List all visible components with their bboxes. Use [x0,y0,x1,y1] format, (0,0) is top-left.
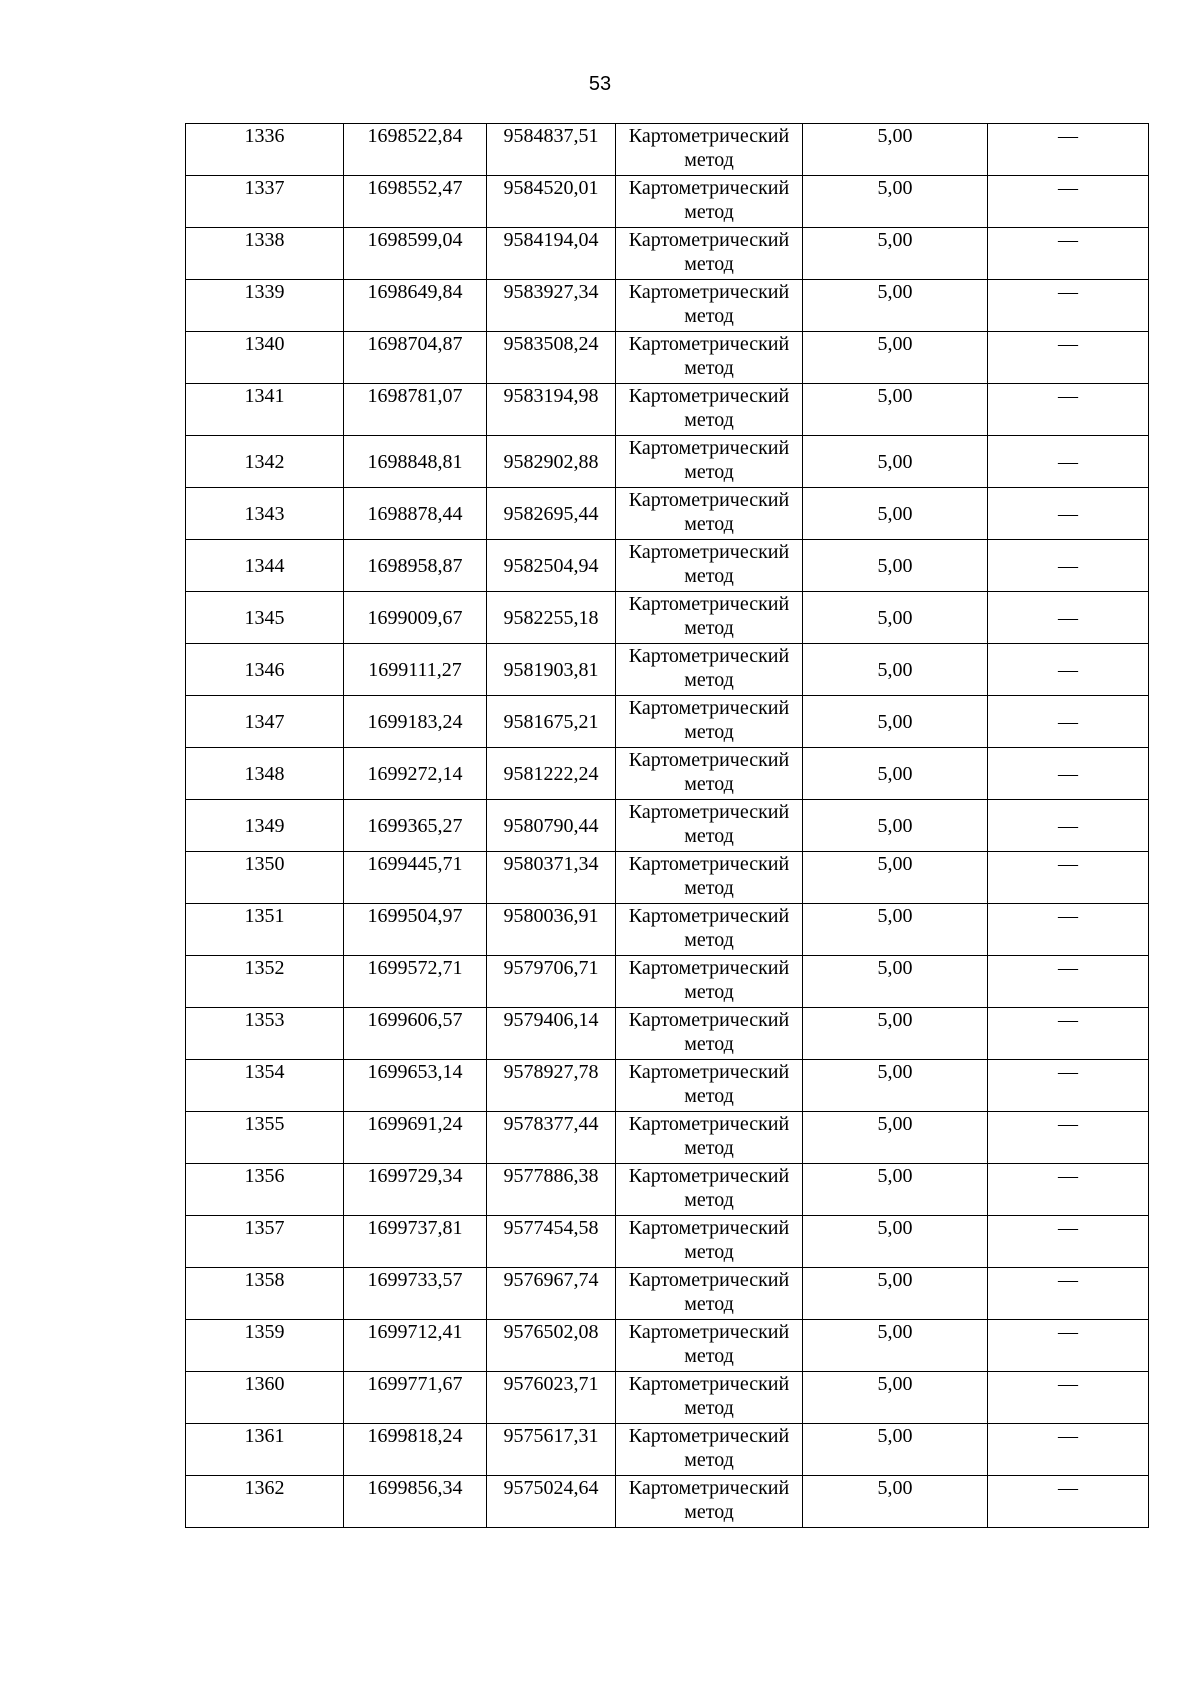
note-cell: — [988,1372,1149,1424]
point-number-cell: 1341 [186,384,344,436]
note-cell: — [988,1008,1149,1060]
x-coordinate-cell: 1698878,44 [344,488,487,540]
x-coordinate-cell: 1699856,34 [344,1476,487,1528]
table-row [186,1320,1149,1372]
x-coordinate-cell: 1699445,71 [344,852,487,904]
x-coordinate-cell: 1699653,14 [344,1060,487,1112]
y-coordinate-cell: 9584520,01 [487,176,616,228]
accuracy-cell: 5,00 [803,436,988,488]
accuracy-cell: 5,00 [803,1424,988,1476]
point-number-cell: 1360 [186,1372,344,1424]
y-coordinate-cell: 9577886,38 [487,1164,616,1216]
method-cell: Картометрический метод [616,1320,803,1372]
point-number-cell: 1336 [186,124,344,176]
table-row [186,280,1149,332]
method-cell: Картометрический метод [616,800,803,852]
method-cell: Картометрический метод [616,956,803,1008]
accuracy-cell: 5,00 [803,540,988,592]
y-coordinate-cell: 9582504,94 [487,540,616,592]
table-row [186,1476,1149,1528]
method-cell: Картометрический метод [616,332,803,384]
y-coordinate-cell: 9584194,04 [487,228,616,280]
accuracy-cell: 5,00 [803,904,988,956]
note-cell: — [988,1268,1149,1320]
method-cell: Картометрический метод [616,748,803,800]
y-coordinate-cell: 9580371,34 [487,852,616,904]
x-coordinate-cell: 1698781,07 [344,384,487,436]
accuracy-cell: 5,00 [803,1268,988,1320]
y-coordinate-cell: 9583194,98 [487,384,616,436]
point-number-cell: 1348 [186,748,344,800]
point-number-cell: 1358 [186,1268,344,1320]
note-cell: — [988,176,1149,228]
point-number-cell: 1345 [186,592,344,644]
y-coordinate-cell: 9579406,14 [487,1008,616,1060]
x-coordinate-cell: 1698649,84 [344,280,487,332]
point-number-cell: 1362 [186,1476,344,1528]
note-cell: — [988,1164,1149,1216]
accuracy-cell: 5,00 [803,280,988,332]
note-cell: — [988,124,1149,176]
method-cell: Картометрический метод [616,1372,803,1424]
note-cell: — [988,280,1149,332]
note-cell: — [988,1424,1149,1476]
y-coordinate-cell: 9580790,44 [487,800,616,852]
note-cell: — [988,696,1149,748]
point-number-cell: 1347 [186,696,344,748]
accuracy-cell: 5,00 [803,644,988,696]
accuracy-cell: 5,00 [803,956,988,1008]
table-row [186,436,1149,488]
table-row [186,1268,1149,1320]
method-cell: Картометрический метод [616,540,803,592]
note-cell: — [988,1216,1149,1268]
table-row [186,1060,1149,1112]
accuracy-cell: 5,00 [803,852,988,904]
method-cell: Картометрический метод [616,436,803,488]
accuracy-cell: 5,00 [803,488,988,540]
point-number-cell: 1361 [186,1424,344,1476]
note-cell: — [988,1320,1149,1372]
table-row [186,1424,1149,1476]
point-number-cell: 1346 [186,644,344,696]
note-cell: — [988,904,1149,956]
x-coordinate-cell: 1699272,14 [344,748,487,800]
note-cell: — [988,748,1149,800]
note-cell: — [988,852,1149,904]
table-row [186,1216,1149,1268]
method-cell: Картометрический метод [616,1424,803,1476]
y-coordinate-cell: 9583508,24 [487,332,616,384]
point-number-cell: 1339 [186,280,344,332]
accuracy-cell: 5,00 [803,384,988,436]
point-number-cell: 1342 [186,436,344,488]
accuracy-cell: 5,00 [803,1216,988,1268]
accuracy-cell: 5,00 [803,1112,988,1164]
point-number-cell: 1351 [186,904,344,956]
x-coordinate-cell: 1698848,81 [344,436,487,488]
note-cell: — [988,488,1149,540]
note-cell: — [988,540,1149,592]
y-coordinate-cell: 9576967,74 [487,1268,616,1320]
point-number-cell: 1337 [186,176,344,228]
x-coordinate-cell: 1699733,57 [344,1268,487,1320]
y-coordinate-cell: 9578377,44 [487,1112,616,1164]
table-row [186,1008,1149,1060]
table-row [186,1164,1149,1216]
method-cell: Картометрический метод [616,1476,803,1528]
table-row [186,748,1149,800]
x-coordinate-cell: 1699771,67 [344,1372,487,1424]
y-coordinate-cell: 9577454,58 [487,1216,616,1268]
note-cell: — [988,592,1149,644]
method-cell: Картометрический метод [616,176,803,228]
accuracy-cell: 5,00 [803,124,988,176]
note-cell: — [988,384,1149,436]
point-number-cell: 1355 [186,1112,344,1164]
x-coordinate-cell: 1699818,24 [344,1424,487,1476]
x-coordinate-cell: 1699729,34 [344,1164,487,1216]
table-row [186,124,1149,176]
accuracy-cell: 5,00 [803,332,988,384]
note-cell: — [988,332,1149,384]
accuracy-cell: 5,00 [803,176,988,228]
coordinates-table [185,123,1149,1528]
method-cell: Картометрический метод [616,384,803,436]
point-number-cell: 1352 [186,956,344,1008]
accuracy-cell: 5,00 [803,228,988,280]
y-coordinate-cell: 9575617,31 [487,1424,616,1476]
method-cell: Картометрический метод [616,488,803,540]
point-number-cell: 1350 [186,852,344,904]
table-row [186,696,1149,748]
table-body [186,124,1149,1528]
table-row [186,1372,1149,1424]
table-row [186,904,1149,956]
method-cell: Картометрический метод [616,1268,803,1320]
point-number-cell: 1357 [186,1216,344,1268]
method-cell: Картометрический метод [616,592,803,644]
table-row [186,488,1149,540]
x-coordinate-cell: 1699183,24 [344,696,487,748]
y-coordinate-cell: 9575024,64 [487,1476,616,1528]
note-cell: — [988,1112,1149,1164]
method-cell: Картометрический метод [616,644,803,696]
note-cell: — [988,1476,1149,1528]
table-row [186,644,1149,696]
accuracy-cell: 5,00 [803,748,988,800]
y-coordinate-cell: 9582695,44 [487,488,616,540]
point-number-cell: 1344 [186,540,344,592]
note-cell: — [988,956,1149,1008]
x-coordinate-cell: 1699737,81 [344,1216,487,1268]
x-coordinate-cell: 1698522,84 [344,124,487,176]
table-row [186,800,1149,852]
table-row [186,1112,1149,1164]
note-cell: — [988,1060,1149,1112]
method-cell: Картометрический метод [616,1164,803,1216]
point-number-cell: 1359 [186,1320,344,1372]
y-coordinate-cell: 9576023,71 [487,1372,616,1424]
accuracy-cell: 5,00 [803,1060,988,1112]
y-coordinate-cell: 9581903,81 [487,644,616,696]
table-row [186,384,1149,436]
table-row [186,176,1149,228]
y-coordinate-cell: 9582902,88 [487,436,616,488]
accuracy-cell: 5,00 [803,696,988,748]
method-cell: Картометрический метод [616,280,803,332]
x-coordinate-cell: 1699111,27 [344,644,487,696]
point-number-cell: 1356 [186,1164,344,1216]
accuracy-cell: 5,00 [803,1008,988,1060]
note-cell: — [988,228,1149,280]
note-cell: — [988,800,1149,852]
accuracy-cell: 5,00 [803,592,988,644]
y-coordinate-cell: 9582255,18 [487,592,616,644]
x-coordinate-cell: 1699365,27 [344,800,487,852]
accuracy-cell: 5,00 [803,1476,988,1528]
x-coordinate-cell: 1698704,87 [344,332,487,384]
y-coordinate-cell: 9584837,51 [487,124,616,176]
table-row [186,592,1149,644]
method-cell: Картометрический метод [616,1112,803,1164]
note-cell: — [988,644,1149,696]
method-cell: Картометрический метод [616,1008,803,1060]
table-row [186,540,1149,592]
y-coordinate-cell: 9581675,21 [487,696,616,748]
method-cell: Картометрический метод [616,124,803,176]
point-number-cell: 1353 [186,1008,344,1060]
method-cell: Картометрический метод [616,696,803,748]
x-coordinate-cell: 1698552,47 [344,176,487,228]
table-row [186,332,1149,384]
accuracy-cell: 5,00 [803,1372,988,1424]
page-number: 53 [588,73,612,95]
table-row [186,852,1149,904]
accuracy-cell: 5,00 [803,800,988,852]
x-coordinate-cell: 1699691,24 [344,1112,487,1164]
method-cell: Картометрический метод [616,1216,803,1268]
point-number-cell: 1338 [186,228,344,280]
accuracy-cell: 5,00 [803,1320,988,1372]
accuracy-cell: 5,00 [803,1164,988,1216]
y-coordinate-cell: 9579706,71 [487,956,616,1008]
x-coordinate-cell: 1699504,97 [344,904,487,956]
point-number-cell: 1349 [186,800,344,852]
x-coordinate-cell: 1699606,57 [344,1008,487,1060]
y-coordinate-cell: 9578927,78 [487,1060,616,1112]
y-coordinate-cell: 9576502,08 [487,1320,616,1372]
y-coordinate-cell: 9583927,34 [487,280,616,332]
x-coordinate-cell: 1698958,87 [344,540,487,592]
table-row [186,228,1149,280]
table-row [186,956,1149,1008]
method-cell: Картометрический метод [616,228,803,280]
x-coordinate-cell: 1699009,67 [344,592,487,644]
method-cell: Картометрический метод [616,904,803,956]
point-number-cell: 1354 [186,1060,344,1112]
y-coordinate-cell: 9580036,91 [487,904,616,956]
x-coordinate-cell: 1698599,04 [344,228,487,280]
note-cell: — [988,436,1149,488]
x-coordinate-cell: 1699712,41 [344,1320,487,1372]
point-number-cell: 1340 [186,332,344,384]
method-cell: Картометрический метод [616,852,803,904]
y-coordinate-cell: 9581222,24 [487,748,616,800]
x-coordinate-cell: 1699572,71 [344,956,487,1008]
method-cell: Картометрический метод [616,1060,803,1112]
point-number-cell: 1343 [186,488,344,540]
